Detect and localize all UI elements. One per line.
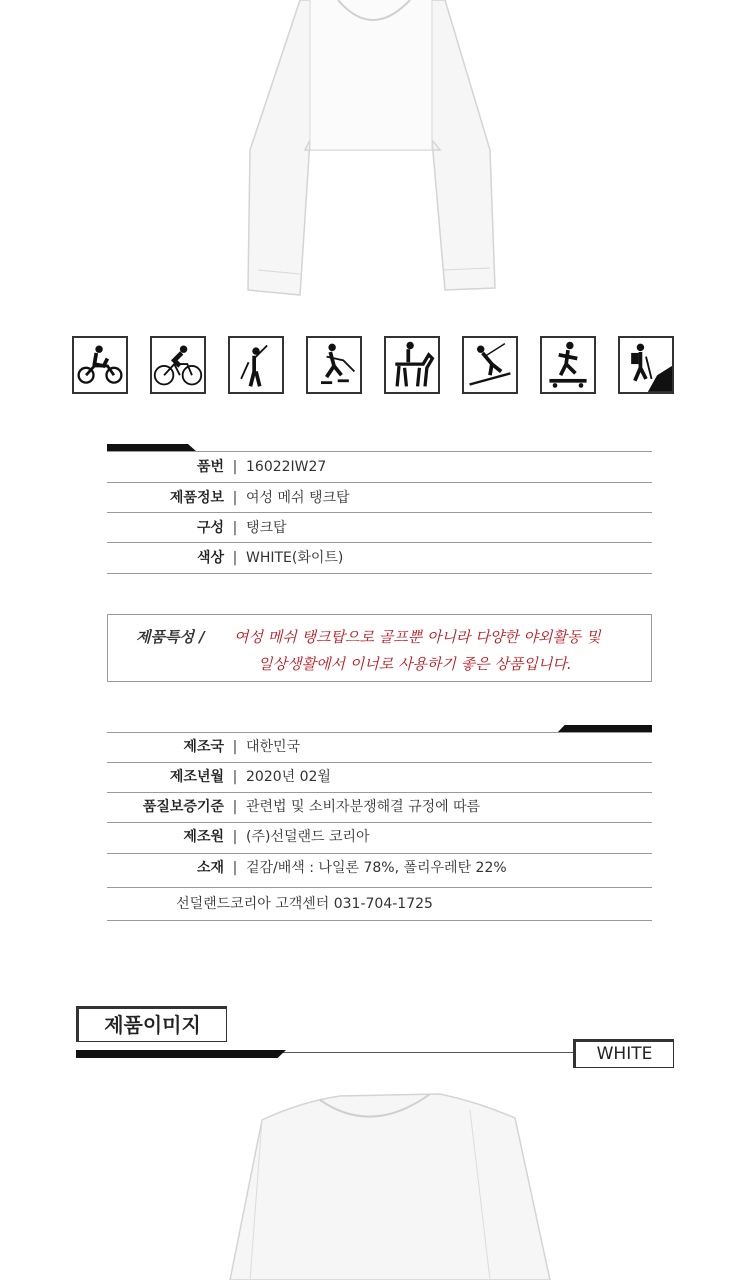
horse-riding-icon: [384, 336, 440, 394]
activity-icons: [72, 336, 675, 396]
product-image-title: 제품이미지: [76, 1006, 227, 1042]
feature-label: 제품특성 /: [136, 628, 205, 646]
feature-text-line2: 일상생활에서 이너로 사용하기 좋은 상품입니다.: [258, 655, 572, 673]
spec-row-quality-warranty: 품질보증기준 | 관련법 및 소비자분쟁해결 규정에 따름: [142, 799, 481, 815]
skateboarding-icon: [540, 336, 596, 394]
spec-row-country: 제조국 | 대한민국: [183, 739, 301, 755]
product-image-top: [0, 0, 750, 300]
golf-icon: [228, 336, 284, 394]
cycling-icon: [150, 336, 206, 394]
spec-row-material: 소재 | 겉감/배색 : 나일론 78%, 폴리우레탄 22%: [196, 860, 507, 876]
color-tag: WHITE: [573, 1039, 674, 1068]
customer-center-row: 선덜랜드코리아 고객센터 031-704-1725: [176, 896, 433, 912]
feature-text-line1: 여성 메쉬 탱크탑으로 골프뿐 아니라 다양한 야외활동 및: [234, 628, 601, 646]
skiing-icon: [462, 336, 518, 394]
hiking-icon: [618, 336, 674, 394]
spec-row-color: 색상 | WHITE(화이트): [196, 550, 344, 566]
spec-row-item-number: 품번 | 16022IW27: [196, 459, 327, 475]
spec-row-composition: 구성 | 탱크탑: [196, 520, 287, 536]
spec-row-product-info: 제품정보 | 여성 메쉬 탱크탑: [169, 490, 350, 506]
section-accent-bar: [76, 1050, 286, 1058]
inline-skating-icon: [306, 336, 362, 394]
spec-row-manufacturer: 제조원 | (주)선덜랜드 코리아: [183, 829, 370, 845]
spec-row-manufacture-date: 제조년월 | 2020년 02월: [169, 769, 331, 785]
product-image-bottom: [0, 1080, 750, 1280]
motorbike-icon: [72, 336, 128, 394]
product-feature-box: [107, 614, 652, 682]
